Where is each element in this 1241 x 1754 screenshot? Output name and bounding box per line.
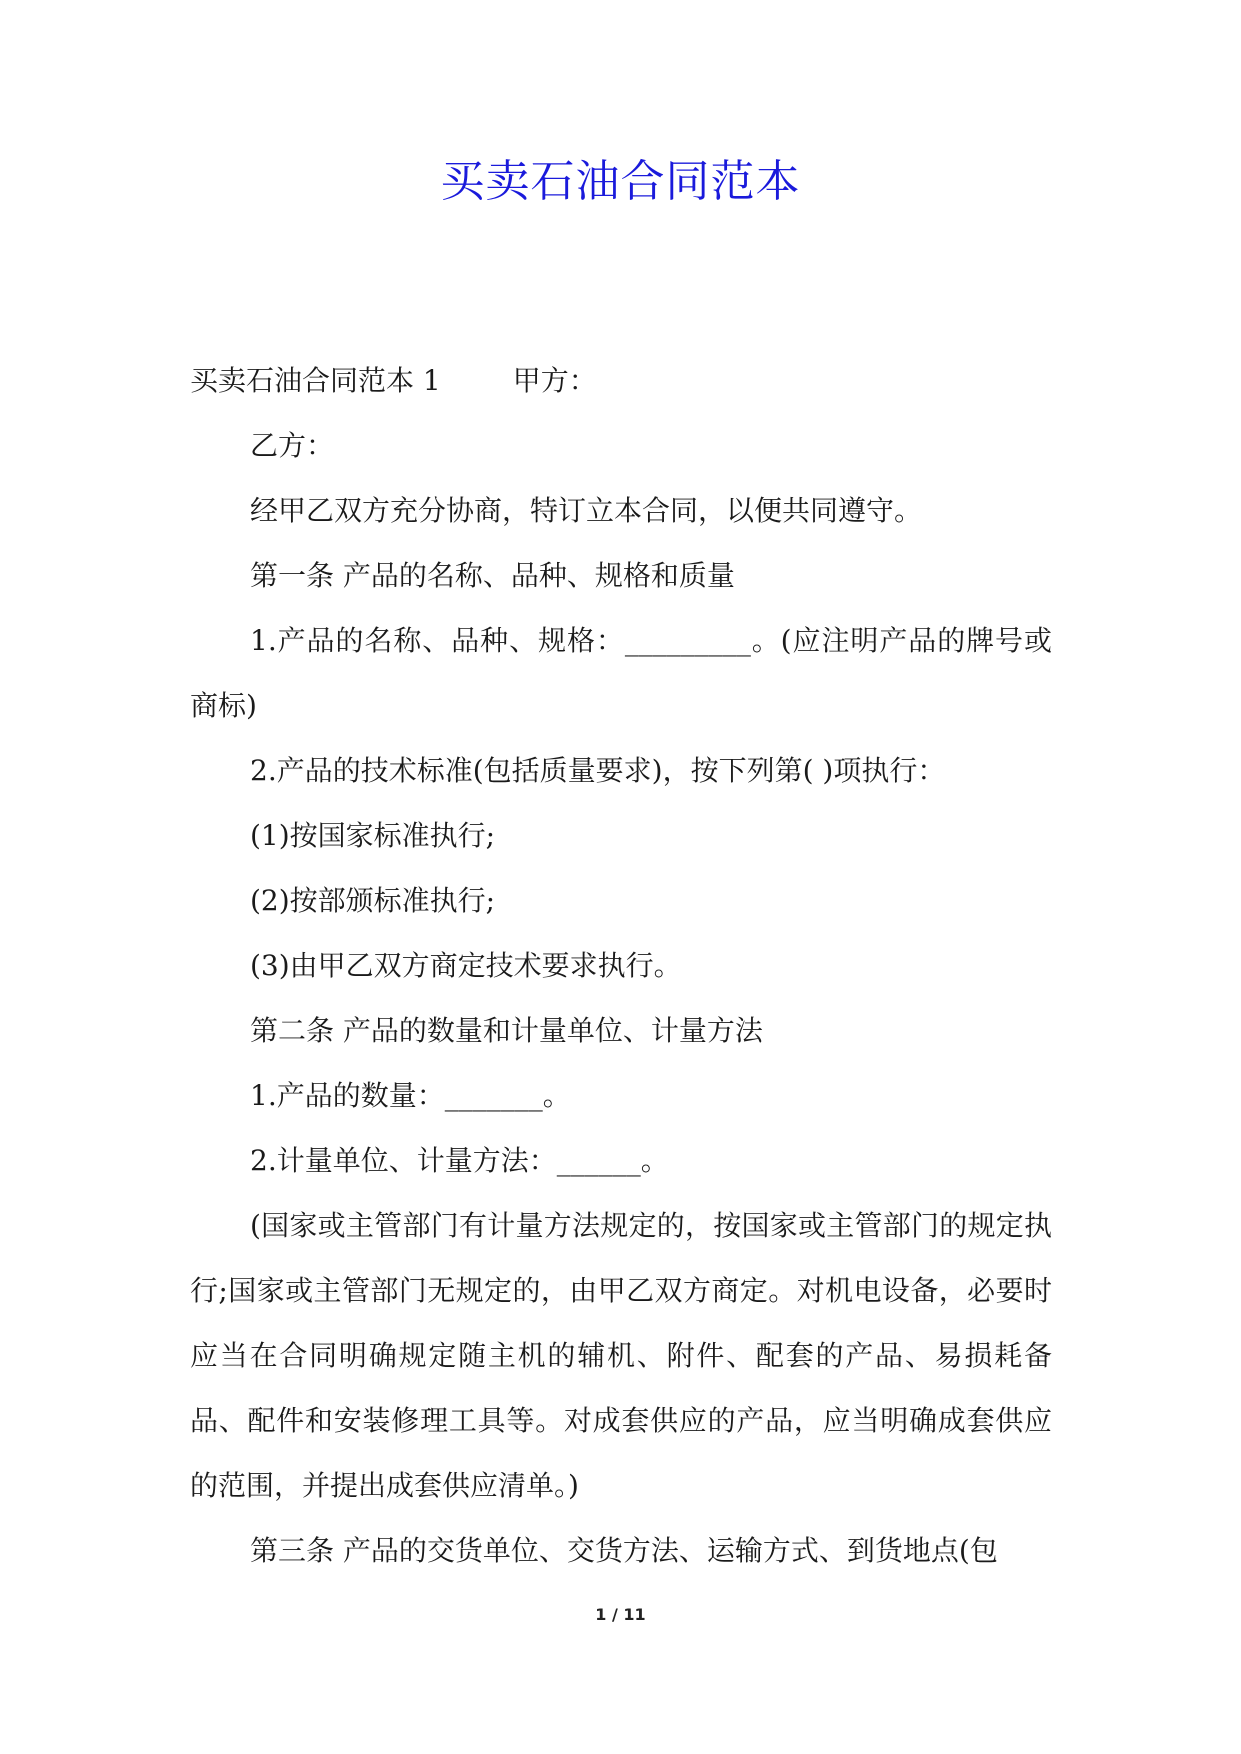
article-2-item-1: 1.产品的数量：_______。 <box>250 1079 571 1112</box>
party-a-label: 甲方： <box>512 364 597 397</box>
page-indicator: 1 / 11 <box>595 1605 646 1624</box>
article-1-option-3: (3)由甲乙双方商定技术要求执行。 <box>250 949 682 982</box>
first-line <box>190 348 1052 413</box>
article-1-item-1: 1.产品的名称、品种、规格：_________。(应注明产品的牌号或商标) <box>190 624 1052 722</box>
article-2-item-2: 2.计量单位、计量方法：______。 <box>250 1144 669 1177</box>
article-1-option-1: (1)按国家标准执行; <box>250 819 496 852</box>
article-2-note: (国家或主管部门有计量方法规定的，按国家或主管部门的规定执行;国家或主管部门无规定的，由甲乙双方商定。对机电设备，必要时应当在合同明确规定随主机的辅机、附件、配套的产品、易损耗备品、配件和安装修理工具等。对成套供应的产品，应当明确成套供应的范围，并提出成套供应清单。) <box>190 1209 1052 1502</box>
document-body <box>190 348 1052 1583</box>
article-3-heading: 第三条 产品的交货单位、交货方法、运输方式、到货地点(包 <box>250 1534 998 1567</box>
article-1-item-2: 2.产品的技术标准(包括质量要求)，按下列第( )项执行： <box>250 754 946 787</box>
contract-heading-label: 买卖石油合同范本 1 <box>190 364 441 397</box>
paragraph-intro: 经甲乙双方充分协商，特订立本合同，以便共同遵守。 <box>250 494 923 527</box>
document-title: 买卖石油合同范本 <box>440 156 801 207</box>
article-1-option-2: (2)按部颁标准执行; <box>250 884 496 917</box>
paragraph-party-b: 乙方： <box>250 429 335 462</box>
article-2-heading: 第二条 产品的数量和计量单位、计量方法 <box>250 1014 763 1047</box>
article-1-heading: 第一条 产品的名称、品种、规格和质量 <box>250 559 735 592</box>
